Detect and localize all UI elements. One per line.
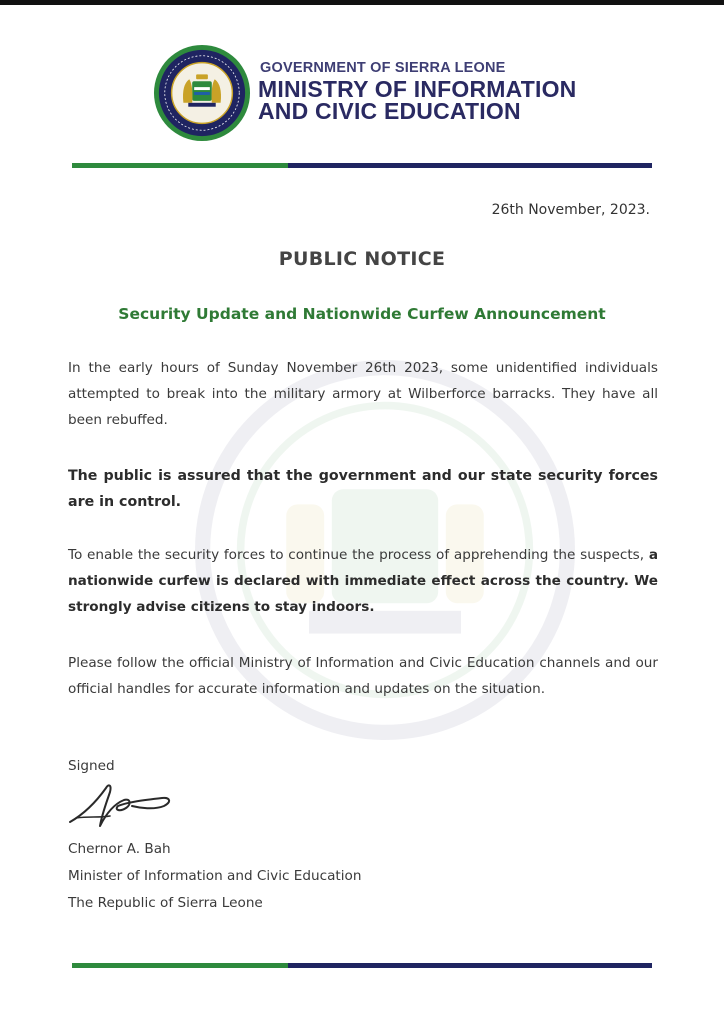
- footer-divider: [72, 963, 652, 968]
- paragraph-incident: In the early hours of Sunday November 26th 2023, some unidentified individuals attempted to break into the military armory at Wilberforce barracks. They have all been rebuffed.: [68, 360, 658, 428]
- signatory-country: The Republic of Sierra Leone: [68, 895, 263, 911]
- notice-subtitle: Security Update and Nationwide Curfew Announcement: [118, 305, 606, 323]
- header-divider: [72, 163, 652, 168]
- notice-date: 26th November, 2023.: [491, 202, 650, 218]
- signatory-name: Chernor A. Bah: [68, 841, 171, 857]
- paragraph-assurance: The public is assured that the government and our state security forces are in control.: [68, 468, 658, 510]
- ministry-name-line1: MINISTRY OF INFORMATION: [258, 76, 577, 102]
- paragraph-curfew-start: To enable the security forces to continue the process of apprehending the suspects,: [68, 547, 649, 563]
- signed-label: Signed: [68, 758, 115, 774]
- ministry-name-line2: AND CIVIC EDUCATION: [258, 98, 521, 124]
- top-border: [0, 0, 724, 5]
- ministry-seal-icon: [153, 44, 251, 142]
- government-name: GOVERNMENT OF SIERRA LEONE: [260, 60, 506, 76]
- ministry-name: [258, 78, 577, 122]
- signatory-position: Minister of Information and Civic Education: [68, 868, 362, 884]
- signatory-details: [68, 836, 361, 917]
- paragraph-curfew-emphasis: a nationwide curfew is declared with immediate effect across the country. We strongly advise citizens to stay indoors.: [68, 547, 658, 615]
- notice-title: PUBLIC NOTICE: [278, 248, 446, 270]
- paragraph-official-channels: Please follow the official Ministry of Information and Civic Education channels and our official handles for accurate information and updates on the situation.: [68, 655, 658, 697]
- paragraph-curfew: [68, 542, 658, 620]
- handwritten-signature-icon: [66, 778, 176, 834]
